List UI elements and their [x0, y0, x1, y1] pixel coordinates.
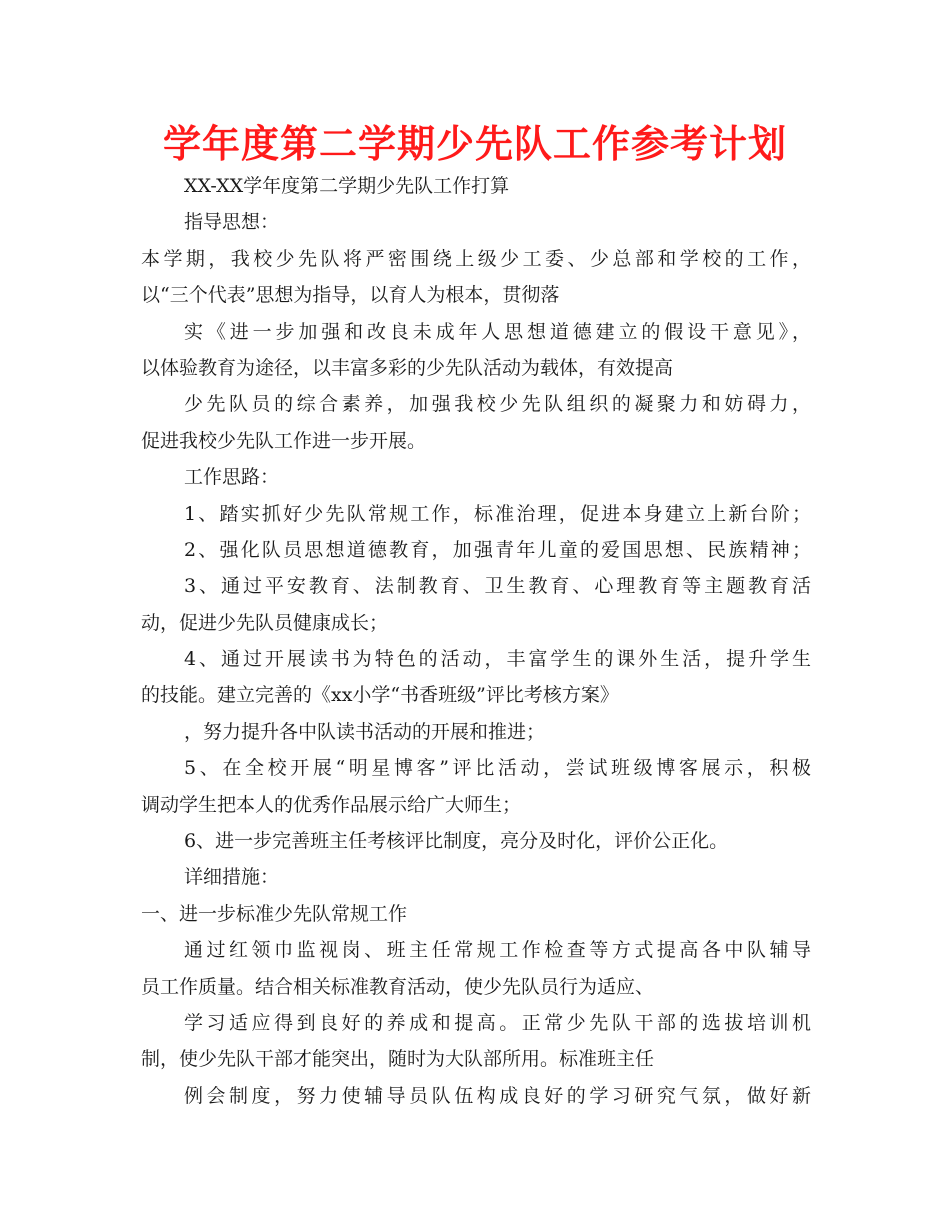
text-line: 本学期，我校少先队将严密围绕上级少工委、少总部和学校的工作，: [141, 247, 811, 270]
text-line: 1、踏实抓好少先队常规工作，标准治理，促进本身建立上新台阶；: [184, 502, 811, 525]
text-line: 员工作质量。结合相关标准教育活动，使少先队员行为适应、: [141, 975, 655, 998]
text-line: XX-XX学年度第二学期少先队工作打算: [184, 175, 510, 197]
document-title: 学年度第二学期少先队工作参考计划: [162, 122, 787, 166]
document-body: [141, 168, 811, 1114]
text-line: 例会制度，努力使辅导员队伍构成良好的学习研究气氛，做好新: [184, 1084, 811, 1107]
text-line: ，努力提升各中队读书活动的开展和推进；: [184, 720, 546, 743]
text-line: 详细措施：: [184, 866, 280, 889]
text-line: 指导思想：: [184, 211, 280, 234]
text-line: 实《进一步加强和改良未成年人思想道德建立的假设干意见》，: [184, 320, 811, 343]
text-line: 工作思路：: [184, 466, 280, 489]
text-line: 以“三个代表”思想为指导，以育人为根本，贯彻落: [141, 284, 560, 307]
text-line: 少先队员的综合素养，加强我校少先队组织的凝聚力和妨碍力，: [184, 393, 811, 416]
text-line: 4、通过开展读书为特色的活动，丰富学生的课外生活，提升学生: [184, 648, 811, 671]
text-line: 6、进一步完善班主任考核评比制度，亮分及时化，评价公正化。: [184, 830, 729, 853]
text-line: 3、通过平安教育、法制教育、卫生教育、心理教育等主题教育活: [184, 575, 811, 598]
text-line: 动，促进少先队员健康成长；: [141, 611, 389, 634]
text-line: 2、强化队员思想道德教育，加强青年儿童的爱国思想、民族精神；: [184, 538, 811, 561]
text-line: 制，使少先队干部才能突出，随时为大队部所用。标准班主任: [141, 1048, 655, 1071]
text-line: 学习适应得到良好的养成和提高。正常少先队干部的选拔培训机: [184, 1011, 811, 1034]
text-line: 调动学生把本人的优秀作品展示给广大师生；: [141, 793, 522, 816]
text-line: 通过红领巾监视岗、班主任常规工作检查等方式提高各中队辅导: [184, 939, 811, 962]
text-line: 的技能。建立完善的《xx小学“书香班级”评比考核方案》: [141, 684, 619, 707]
text-line: 一、进一步标准少先队常规工作: [141, 902, 408, 925]
text-line: 5、在全校开展“明星博客”评比活动，尝试班级博客展示，积极: [184, 757, 811, 780]
text-line: 促进我校少先队工作进一步开展。: [141, 429, 427, 452]
text-line: 以体验教育为途径，以丰富多彩的少先队活动为载体，有效提高: [141, 356, 674, 379]
